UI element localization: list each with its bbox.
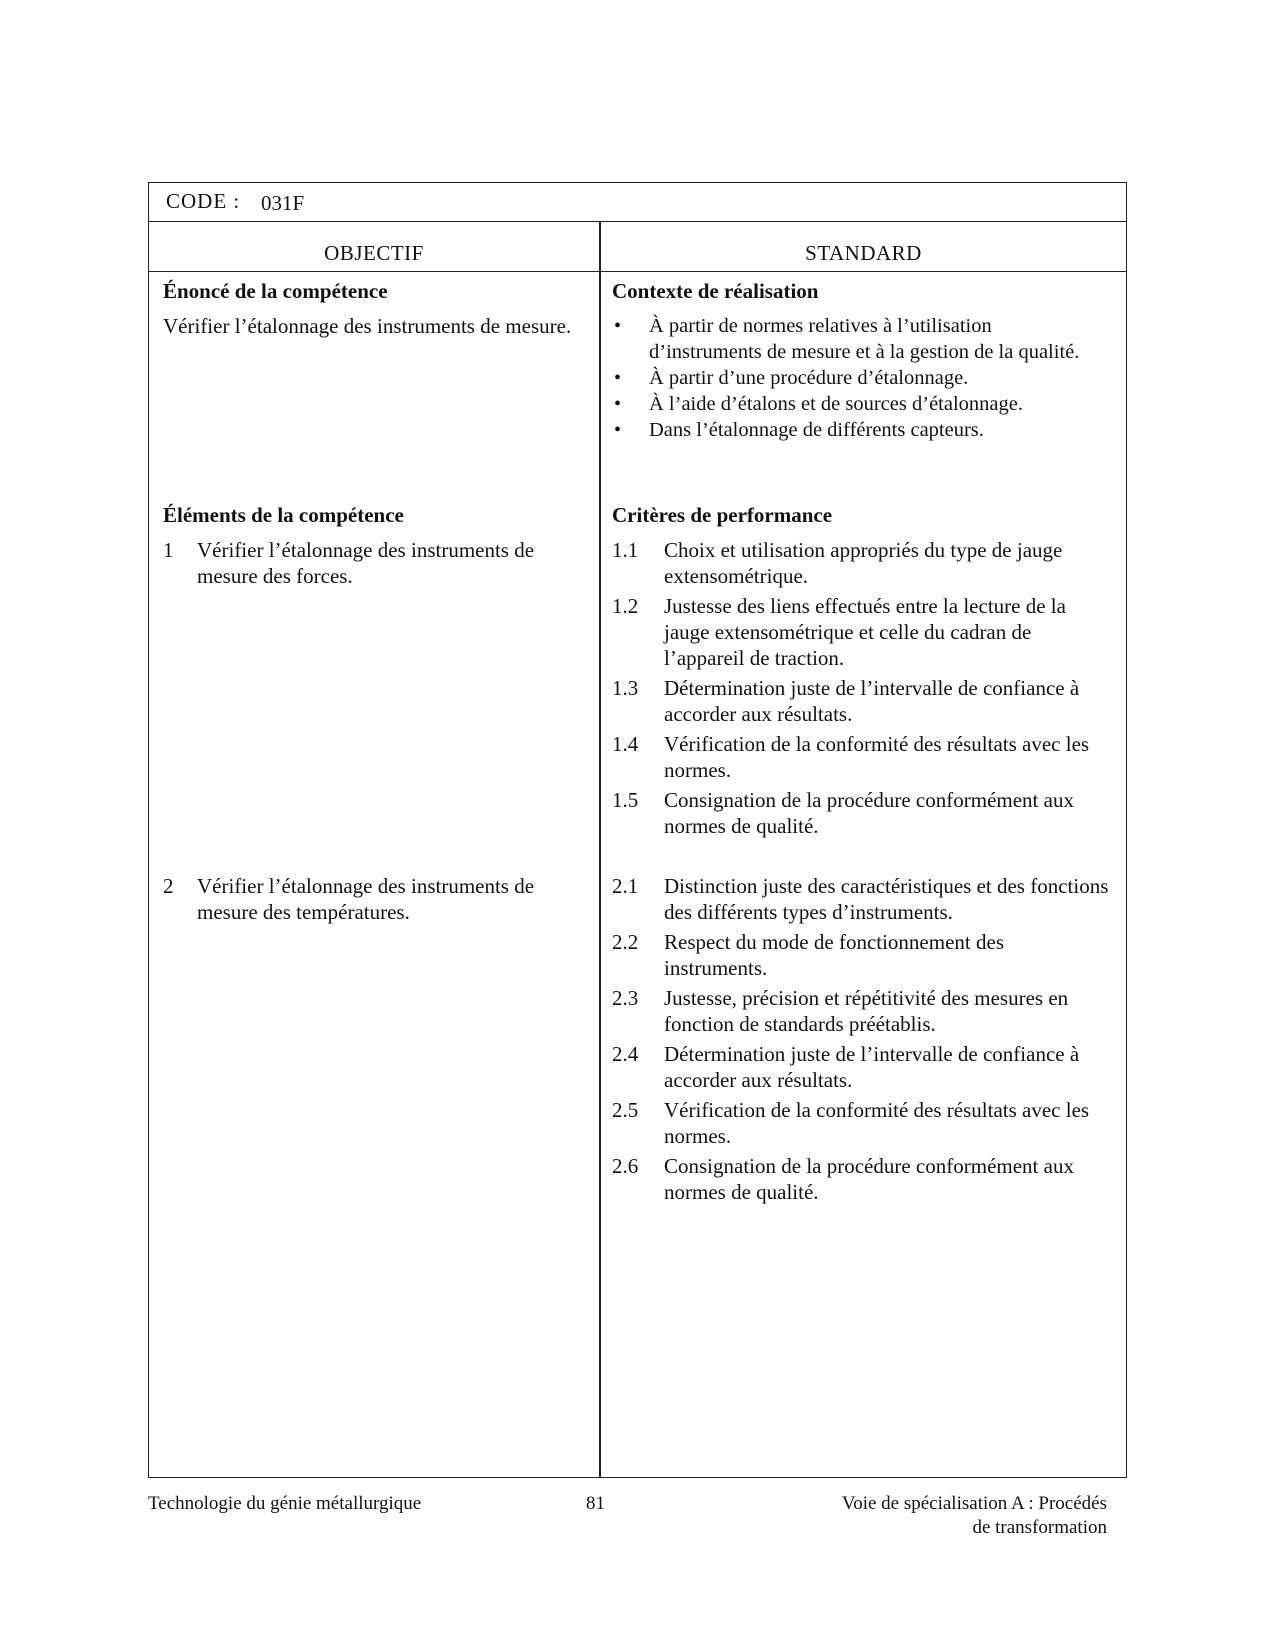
critere-item — [612, 873, 1112, 925]
contexte-list — [612, 313, 1082, 443]
critere-number: 2.2 — [612, 930, 639, 954]
code-row — [149, 183, 1126, 222]
critere-text: Détermination juste de l’intervalle de confiance à accorder aux résultats. — [664, 676, 1080, 726]
critere-item — [612, 929, 1112, 981]
critere-text: Consignation de la procédure conformément aux normes de qualité. — [664, 1154, 1074, 1204]
bullet-icon: • — [614, 367, 622, 389]
bullet-icon: • — [614, 419, 622, 441]
critere-text: Justesse des liens effectués entre la lecture de la jauge extensométrique et celle du cadran de l’appareil de traction. — [664, 594, 1066, 670]
contexte-item: • À l’aide d’étalons et de sources d’étalonnage. — [614, 393, 1023, 415]
element-text: Vérifier l’étalonnage des instruments de mesure des températures. — [197, 874, 535, 924]
critere-text: Distinction juste des caractéristiques et des fonctions des différents types d’instruments. — [664, 874, 1109, 924]
contexte-item: • À partir d’une procédure d’étalonnage. — [614, 367, 969, 389]
element-number: 1 — [163, 538, 174, 562]
competency-table — [148, 182, 1127, 1478]
critere-number: 1.5 — [612, 788, 639, 812]
criteres-title: Critères de performance — [612, 503, 833, 527]
critere-item — [612, 537, 1112, 589]
critere-text: Respect du mode de fonctionnement des instruments. — [664, 930, 1004, 980]
footer-right-line2: de transformation — [972, 1517, 1107, 1538]
critere-item — [612, 731, 1112, 783]
code-value: 031F — [261, 191, 305, 215]
contexte-title: Contexte de réalisation — [612, 279, 819, 303]
critere-number: 2.1 — [612, 874, 639, 898]
critere-text: Choix et utilisation appropriés du type de jauge extensométrique. — [664, 538, 1063, 588]
critere-item — [612, 985, 1112, 1037]
critere-number: 2.6 — [612, 1154, 639, 1178]
element-number: 2 — [163, 874, 174, 898]
column-divider — [599, 221, 601, 1477]
critere-text: Détermination juste de l’intervalle de confiance à accorder aux résultats. — [664, 1042, 1080, 1092]
critere-text: Vérification de la conformité des résultats avec les normes. — [664, 1098, 1090, 1148]
critere-number: 1.4 — [612, 732, 639, 756]
element-item — [163, 873, 583, 925]
contexte-item: • À partir de normes relatives à l’utilisation d’instruments de mesure et à la gestion de la qualité. — [614, 315, 1080, 363]
critere-item — [612, 1097, 1112, 1149]
critere-number: 2.3 — [612, 986, 639, 1010]
element-text: Vérifier l’étalonnage des instruments de mesure des forces. — [197, 538, 535, 588]
critere-text: Vérification de la conformité des résultats avec les normes. — [664, 732, 1090, 782]
enonce-text: Vérifier l’étalonnage des instruments de mesure. — [163, 314, 572, 338]
contexte-item: • Dans l’étalonnage de différents capteurs. — [614, 419, 984, 441]
critere-item — [612, 787, 1112, 839]
page-number: 81 — [586, 1493, 605, 1514]
critere-item — [612, 593, 1112, 671]
enonce-title: Énoncé de la compétence — [163, 279, 388, 303]
critere-text: Justesse, précision et répétitivité des mesures en fonction de standards préétablis. — [664, 986, 1069, 1036]
critere-number: 1.2 — [612, 594, 639, 618]
elements-title: Éléments de la compétence — [163, 503, 404, 527]
critere-number: 2.4 — [612, 1042, 639, 1066]
bullet-icon: • — [614, 393, 622, 415]
code-label: CODE : — [166, 189, 241, 213]
critere-number: 1.3 — [612, 676, 639, 700]
objectif-header: OBJECTIF — [324, 241, 424, 265]
standard-header: STANDARD — [805, 241, 922, 265]
critere-text: Consignation de la procédure conformément aux normes de qualité. — [664, 788, 1074, 838]
critere-number: 2.5 — [612, 1098, 639, 1122]
critere-number: 1.1 — [612, 538, 639, 562]
critere-item — [612, 1153, 1112, 1205]
critere-item — [612, 675, 1112, 727]
bullet-icon: • — [614, 315, 622, 337]
critere-item — [612, 1041, 1112, 1093]
header-row — [149, 221, 1126, 272]
footer-left: Technologie du génie métallurgique — [148, 1493, 422, 1514]
footer-right — [842, 1492, 1107, 1540]
element-item — [163, 537, 583, 589]
footer-right-line1: Voie de spécialisation A : Procédés — [841, 1493, 1107, 1514]
